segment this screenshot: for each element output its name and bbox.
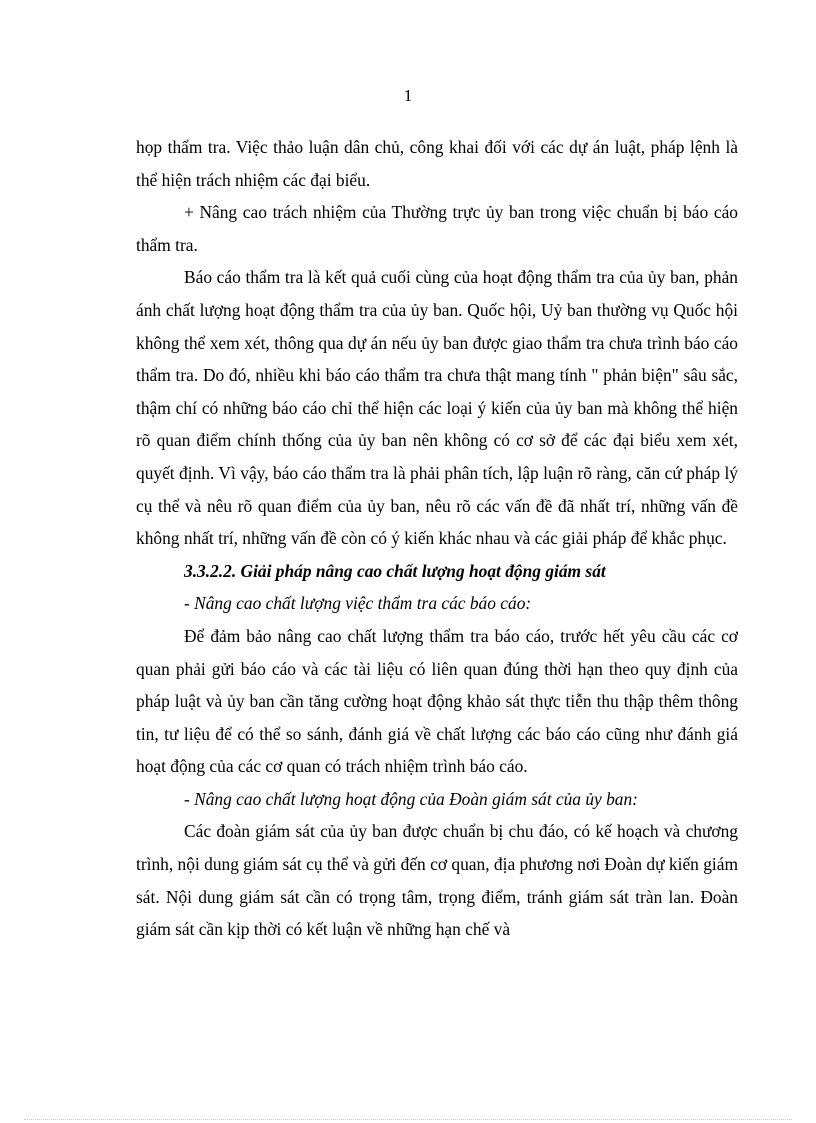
- paragraph-supervision-team: Các đoàn giám sát của ủy ban được chuẩn bị chu đáo, có kế hoạch và chương trình, nội dung giám sát cụ thể và gửi đến cơ quan, địa phương nơi Đoàn dự kiến giám sát. Nội dung giám sát cần có trọng tâm, trọng điểm, tránh giám sát tràn lan. Đoàn giám sát cần kịp thời có kết luận về những hạn chế và: [136, 821, 738, 940]
- paragraph-continuation: họp thẩm tra. Việc thảo luận dân chủ, công khai đối với các dự án luật, pháp lệnh là thể hiện trách nhiệm các đại biểu.: [136, 137, 738, 190]
- paragraph-plus-item: + Nâng cao trách nhiệm của Thường trực ủy ban trong việc chuẩn bị báo cáo thẩm tra.: [136, 202, 738, 255]
- document-body: [136, 131, 738, 946]
- paragraph-review-quality: Để đảm bảo nâng cao chất lượng thẩm tra báo cáo, trước hết yêu cầu các cơ quan phải gửi báo cáo và các tài liệu có liên quan đúng thời hạn theo quy định của pháp luật và ủy ban cần tăng cường hoạt động khảo sát thực tiễn thu thập thêm thông tin, tư liệu để có thể so sánh, đánh giá về chất lượng các báo cáo cũng như đánh giá hoạt động của các cơ quan có trách nhiệm trình báo cáo.: [136, 625, 738, 777]
- subheading-supervision-team: - Nâng cao chất lượng hoạt động của Đoàn giám sát của ủy ban:: [184, 788, 638, 809]
- section-heading: 3.3.2.2. Giải pháp nâng cao chất lượng hoạt động giám sát: [184, 560, 606, 581]
- page-bottom-rule: [24, 1119, 792, 1120]
- paragraph-report-review: Báo cáo thẩm tra là kết quả cuối cùng của hoạt động thẩm tra của ủy ban, phản ánh chất lượng hoạt động thẩm tra của ủy ban. Quốc hội, Uỷ ban thường vụ Quốc hội không thể xem xét, thông qua dự án nếu ủy ban được giao thẩm tra chưa trình báo cáo thẩm tra. Do đó, nhiều khi báo cáo thẩm tra chưa thật mang tính " phản biện" sâu sắc, thậm chí có những báo cáo chỉ thể hiện các loại ý kiến của ủy ban mà không thể hiện rõ quan điểm chính thống của ủy ban nên không có cơ sở để các đại biểu xem xét, quyết định. Vì vậy, báo cáo thẩm tra là phải phân tích, lập luận rõ ràng, căn cứ pháp lý cụ thể và nêu rõ quan điểm của ủy ban, nêu rõ các vấn đề đã nhất trí, những vấn đề không nhất trí, những vấn đề còn có ý kiến khác nhau và các giải pháp để khắc phục.: [136, 267, 738, 549]
- subheading-review-quality: - Nâng cao chất lượng việc thẩm tra các báo cáo:: [184, 593, 532, 614]
- page-number: 1: [403, 86, 413, 105]
